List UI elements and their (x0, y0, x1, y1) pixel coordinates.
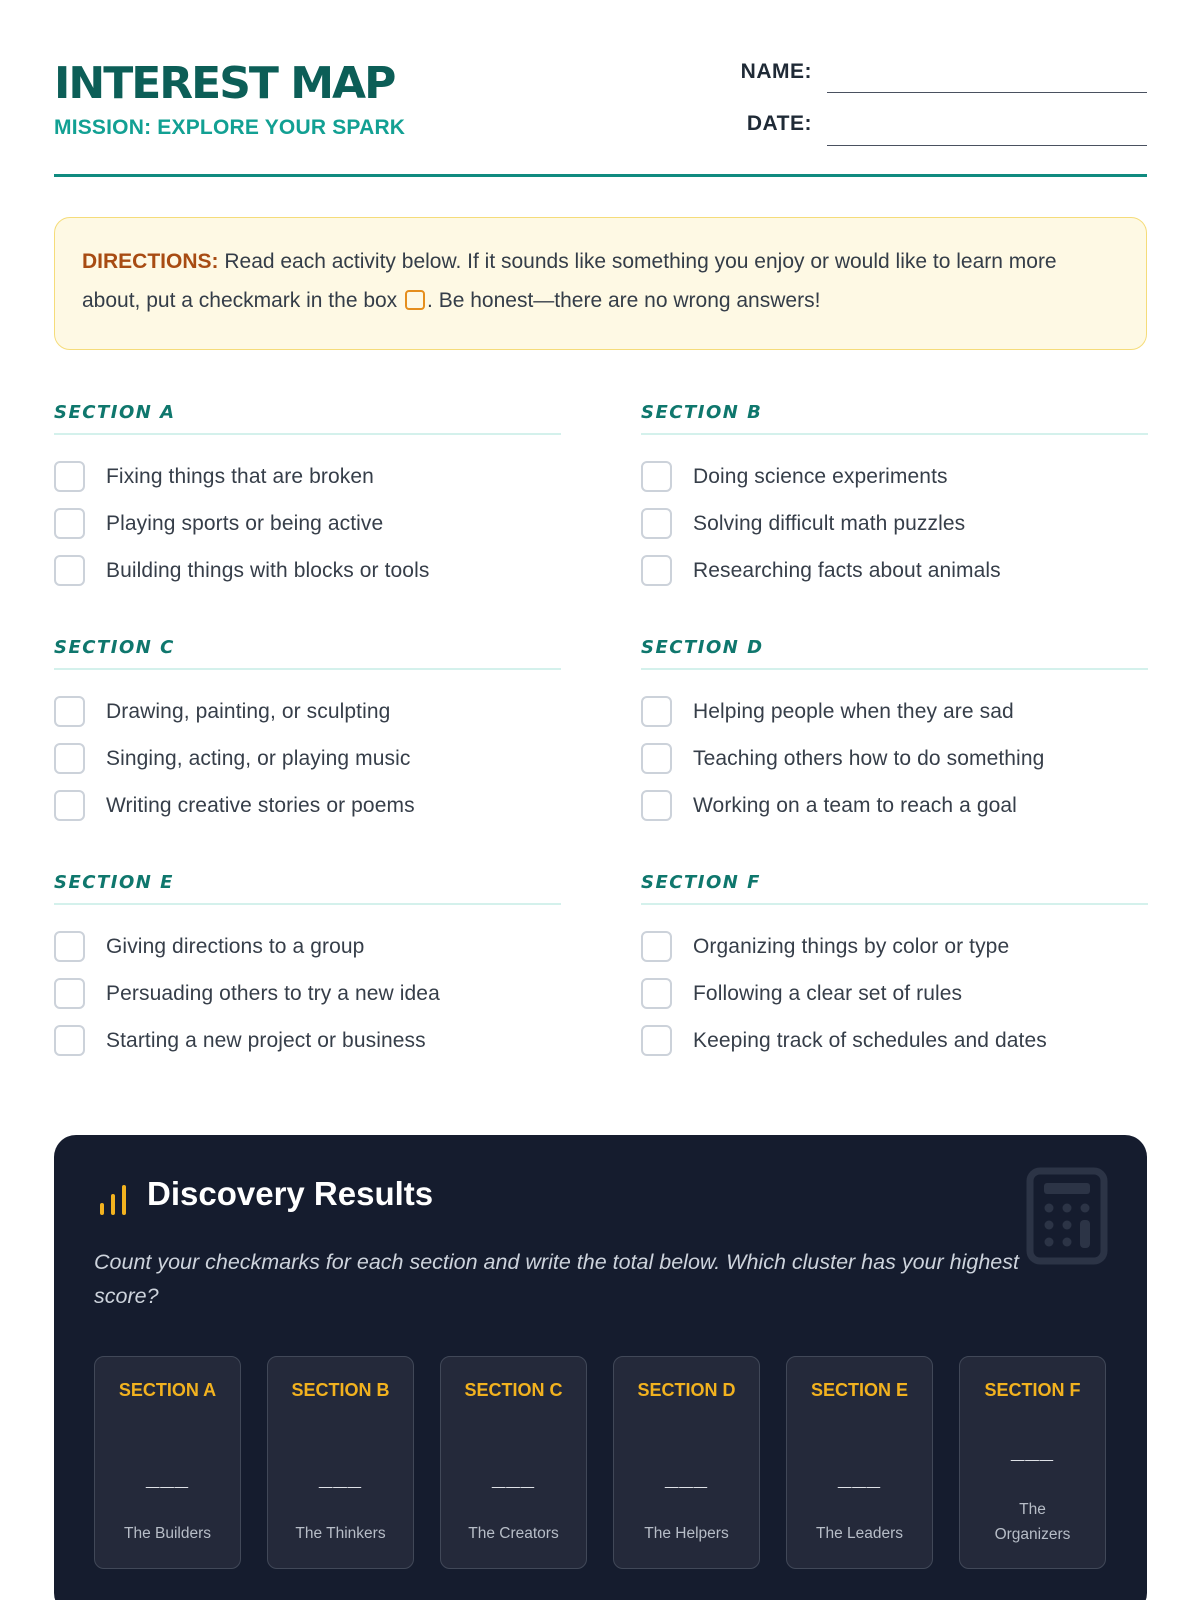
activity-label: Giving directions to a group (106, 934, 365, 958)
activity-checkbox[interactable] (54, 931, 85, 962)
page-title: INTEREST MAP (54, 58, 395, 109)
section-e (54, 868, 561, 1058)
activity-label: Persuading others to try a new idea (106, 981, 440, 1005)
bar-chart-icon (98, 1183, 128, 1217)
header-divider (54, 174, 1147, 177)
score-card-c (440, 1356, 587, 1569)
activity-item[interactable] (54, 923, 561, 970)
directions-lead: DIRECTIONS: (82, 250, 219, 273)
score-card-d (613, 1356, 760, 1569)
activity-item[interactable] (54, 735, 561, 782)
section-heading: SECTION A (54, 402, 176, 423)
section-heading: SECTION B (641, 402, 763, 423)
activity-item[interactable] (54, 547, 561, 594)
activity-item[interactable] (54, 688, 561, 735)
section-heading: SECTION D (641, 637, 764, 658)
directions-text: Read each activity below. If it sounds like something you enjoy or would like to learn more about, put a checkmark in the box (82, 250, 1057, 312)
activity-checkbox[interactable] (54, 555, 85, 586)
activity-item[interactable] (54, 500, 561, 547)
score-blank[interactable]: ___ (664, 1464, 709, 1491)
date-label: DATE: (746, 112, 812, 135)
activity-checkbox[interactable] (54, 1025, 85, 1056)
directions-text-end: . Be honest—there are no wrong answers! (427, 289, 821, 312)
activity-label: Helping people when they are sad (693, 699, 1014, 723)
activity-item[interactable] (641, 782, 1148, 829)
score-cards-row (94, 1356, 1106, 1569)
activity-list (54, 923, 561, 1064)
score-blank[interactable]: ___ (1010, 1437, 1055, 1464)
activity-item[interactable] (641, 923, 1148, 970)
activity-checkbox[interactable] (641, 743, 672, 774)
activity-checkbox[interactable] (54, 461, 85, 492)
activity-label: Keeping track of schedules and dates (693, 1028, 1047, 1052)
activity-checkbox[interactable] (54, 978, 85, 1009)
score-card-label: SECTION D (637, 1380, 736, 1400)
checkbox-example-icon (405, 290, 425, 310)
activity-item[interactable] (54, 782, 561, 829)
activity-item[interactable] (54, 1017, 561, 1064)
activity-item[interactable] (641, 1017, 1148, 1064)
activity-list (54, 688, 561, 829)
score-blank[interactable]: ___ (145, 1464, 190, 1491)
score-card-label: SECTION F (984, 1380, 1081, 1400)
activity-list (641, 453, 1148, 594)
section-heading: SECTION F (641, 872, 761, 893)
activity-item[interactable] (54, 970, 561, 1017)
activity-checkbox[interactable] (641, 555, 672, 586)
activity-label: Following a clear set of rules (693, 981, 963, 1005)
activity-label: Teaching others how to do something (693, 746, 1045, 770)
section-b (641, 398, 1148, 588)
activity-checkbox[interactable] (641, 1025, 672, 1056)
activity-label: Working on a team to reach a goal (693, 793, 1017, 817)
activity-label: Playing sports or being active (106, 511, 384, 535)
activity-label: Organizing things by color or type (693, 934, 1010, 958)
activity-list (641, 688, 1148, 829)
section-f (641, 868, 1148, 1058)
score-card-label: SECTION B (291, 1380, 390, 1400)
activity-item[interactable] (641, 500, 1148, 547)
activity-item[interactable] (641, 688, 1148, 735)
score-blank[interactable]: ___ (491, 1464, 536, 1491)
activity-label: Drawing, painting, or sculpting (106, 699, 391, 723)
score-card-label: SECTION C (464, 1380, 563, 1400)
activity-label: Building things with blocks or tools (106, 558, 430, 582)
results-description: Count your checkmarks for each section and write the total below. Which cluster has your highest score? (94, 1250, 1019, 1308)
score-card-label: SECTION E (810, 1380, 908, 1400)
activity-checkbox[interactable] (641, 461, 672, 492)
activity-item[interactable] (641, 735, 1148, 782)
section-d (641, 633, 1148, 823)
score-card-f (959, 1356, 1106, 1569)
page-subtitle: MISSION: EXPLORE YOUR SPARK (54, 116, 406, 139)
section-divider (54, 903, 561, 905)
activity-label: Writing creative stories or poems (106, 793, 415, 817)
cluster-name: The Leaders (815, 1525, 904, 1542)
activity-item[interactable] (54, 453, 561, 500)
score-blank[interactable]: ___ (318, 1464, 363, 1491)
activity-checkbox[interactable] (641, 978, 672, 1009)
section-divider (641, 903, 1148, 905)
activity-label: Solving difficult math puzzles (693, 511, 966, 535)
results-title: Discovery Results (147, 1175, 434, 1212)
activity-checkbox[interactable] (641, 931, 672, 962)
section-divider (641, 433, 1148, 435)
directions-box (54, 217, 1147, 350)
activity-checkbox[interactable] (54, 790, 85, 821)
activity-label: Doing science experiments (693, 464, 948, 488)
discovery-results-panel (54, 1135, 1147, 1600)
score-card-label: SECTION A (118, 1380, 217, 1400)
activity-list (54, 453, 561, 594)
activity-label: Fixing things that are broken (106, 464, 374, 488)
activity-item[interactable] (641, 453, 1148, 500)
activity-list (641, 923, 1148, 1064)
cluster-name: The Organizers (994, 1501, 1071, 1543)
worksheet-header (54, 56, 1147, 178)
section-divider (54, 433, 561, 435)
section-divider (54, 668, 561, 670)
activity-checkbox[interactable] (54, 696, 85, 727)
section-a (54, 398, 561, 588)
activity-checkbox[interactable] (641, 790, 672, 821)
activity-checkbox[interactable] (54, 743, 85, 774)
cluster-name: The Helpers (644, 1525, 729, 1542)
score-blank[interactable]: ___ (837, 1464, 882, 1491)
section-heading: SECTION C (54, 637, 175, 658)
activity-checkbox[interactable] (641, 696, 672, 727)
activity-item[interactable] (641, 547, 1148, 594)
cluster-name: The Thinkers (295, 1525, 386, 1542)
activity-item[interactable] (641, 970, 1148, 1017)
score-card-e (786, 1356, 933, 1569)
activity-checkbox[interactable] (54, 508, 85, 539)
score-card-b (267, 1356, 414, 1569)
activity-label: Starting a new project or business (106, 1028, 426, 1052)
name-field[interactable] (827, 92, 1147, 93)
section-heading: SECTION E (54, 872, 174, 893)
section-divider (641, 668, 1148, 670)
section-c (54, 633, 561, 823)
score-card-a (94, 1356, 241, 1569)
cluster-name: The Builders (123, 1525, 211, 1542)
cluster-name: The Creators (468, 1525, 559, 1542)
activity-checkbox[interactable] (641, 508, 672, 539)
name-label: NAME: (740, 60, 812, 83)
activity-label: Researching facts about animals (693, 558, 1001, 582)
date-field[interactable] (827, 145, 1147, 146)
activity-label: Singing, acting, or playing music (106, 746, 411, 770)
